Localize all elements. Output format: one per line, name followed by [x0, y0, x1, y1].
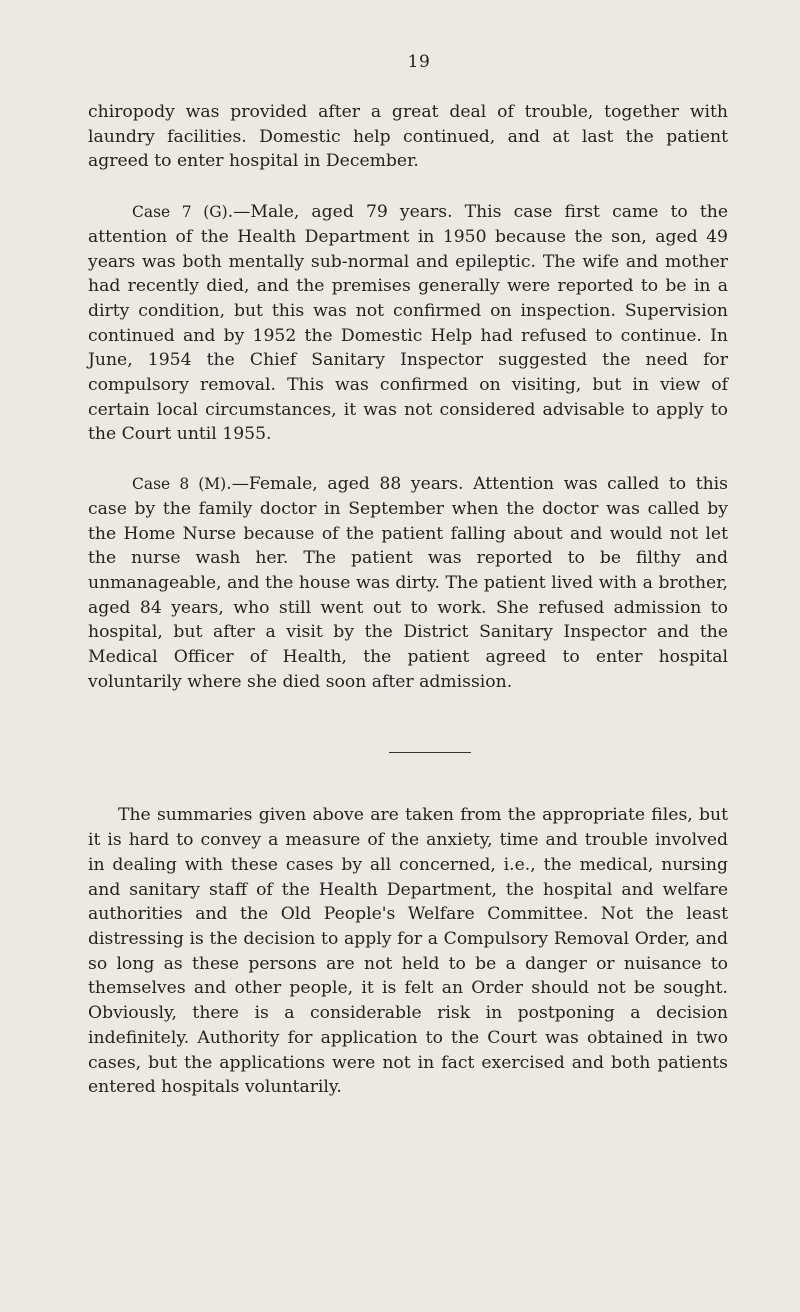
page-number: 19	[407, 52, 431, 72]
case-7-label: Case 7 (G)	[132, 203, 228, 222]
continued-paragraph: chiropody was provided after a great deal of trouble, together with laundry facilities. Domestic help continued, and at last the patient agreed to enter hospital in December.	[88, 102, 728, 172]
case-8-paragraph	[88, 472, 728, 694]
case-8-label: Case 8 (M)	[132, 475, 227, 494]
section-divider	[389, 752, 471, 753]
case-8-text: .—Female, aged 88 years. Attention was called to this case by the family doctor in September when the doctor was called by the Home Nurse because of the patient falling about and would not let the nurse wash her. The patient was reported to be filthy and unmanageable, and the house was dirty. The patient lived with a brother, aged 84 years, who still went out to work. She refused admission to hospital, but after a visit by the District Sanitary Inspector and the Medical Officer of Health, the patient agreed to enter hospital voluntarily where she died soon after admission.	[88, 474, 728, 692]
case-7-text: .—Male, aged 79 years. This case first came to the attention of the Health Department in 1950 because the son, aged 49 years was both mentally sub-normal and epileptic. The wife and mother had recently died, and the premises generally were reported to be in a dirty condition, but this was not confirmed on inspection. Supervision continued and by 1952 the Domestic Help had refused to continue. In June, 1954 the Chief Sanitary Inspector suggested the need for compulsory removal. This was confirmed on visiting, but in view of certain local circumstances, it was not considered advisable to apply to the Court until 1955.	[88, 202, 729, 445]
case-7-paragraph	[88, 200, 728, 447]
summary-paragraph: The summaries given above are taken from the appropriate files, but it is hard to convey a measure of the anxiety, time and trouble involved in dealing with these cases by all concerned, i.e., the medical, nursing and sanitary staff of the Health Department, the hospital and welfare authorities and the Old People's Welfare Committee. Not the least distressing is the decision to apply for a Compulsory Removal Order, and so long as these persons are not held to be a danger or nuisance to themselves and other people, it is felt an Order should not be sought. Obviously, there is a considerable risk in postponing a decision indefinitely. Authority for application to the Court was obtained in two cases, but the applications were not in fact exercised and both patients entered hospitals voluntarily.	[88, 805, 728, 1098]
